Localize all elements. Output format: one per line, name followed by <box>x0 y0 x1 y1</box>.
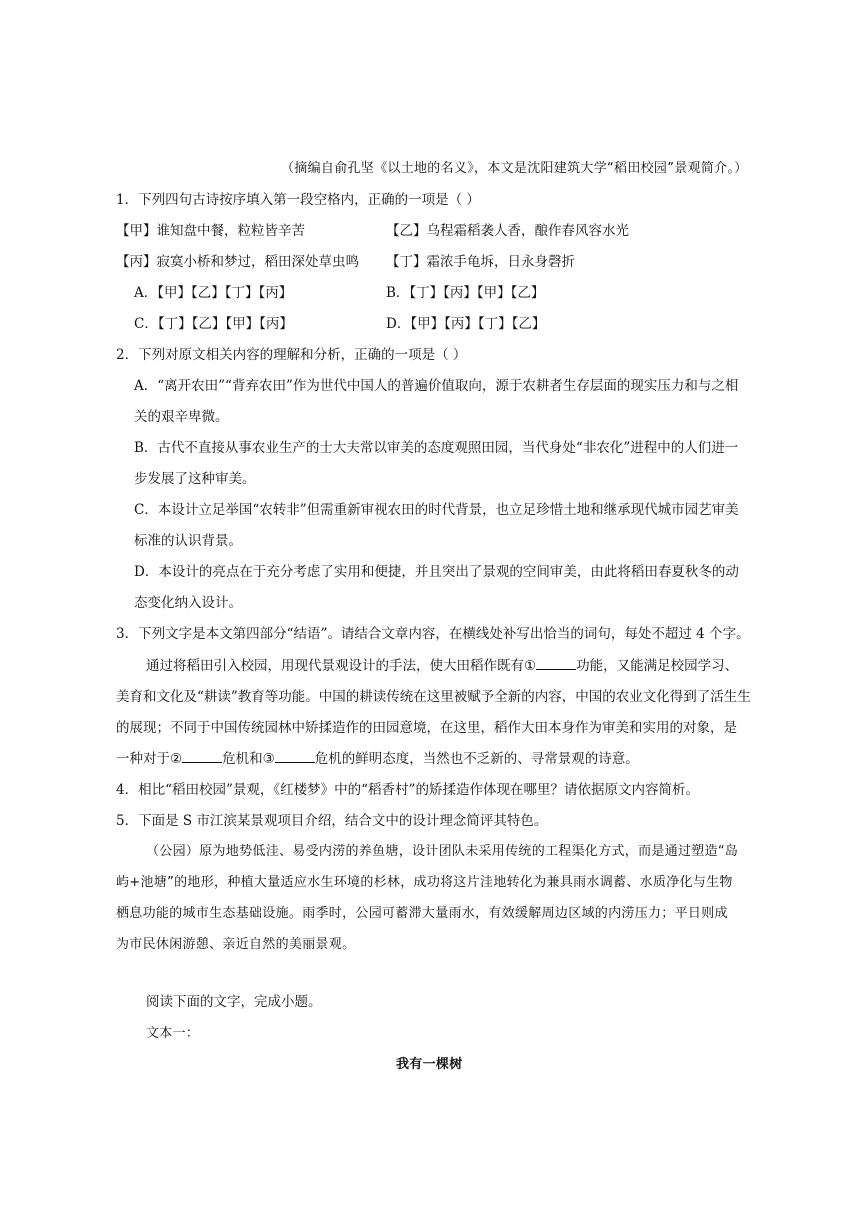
q3-text: 一种对于 <box>116 751 170 767</box>
article-title: 我有一棵树 <box>396 1057 463 1072</box>
answer-blank-1[interactable] <box>536 669 576 670</box>
q2-option-b-line1: B．古代不直接从事农业生产的士大夫常以审美的态度观照田园，当代身处“非农化”进程中的人们进一 <box>134 440 739 456</box>
question-1-stem: 1．下列四句古诗按序填入第一段空格内，正确的一项是（ ） <box>116 192 480 208</box>
q5-material-line4: 为市民休闲游憩、亲近自然的美丽景观。 <box>116 937 356 952</box>
q2-option-a-line2: 关的艰辛卑微。 <box>134 409 229 425</box>
q3-text: 通过将稻田引入校园，用现代景观设计的手法，使大田稻作既有 <box>146 658 524 674</box>
q3-text: 危机的鲜明态度，当然也不乏新的、寻常景观的诗意。 <box>314 751 639 767</box>
q1-line-jia: 【甲】谁知盘中餐，粒粒皆辛苦 <box>116 223 305 239</box>
source-note: （摘编自俞孔坚《以土地的名义》，本文是沈阳建筑大学“稻田校园”景观简介。） <box>281 161 748 176</box>
q3-text: 功能，又能满足校园学习、 <box>576 658 739 674</box>
q3-text: 危机和 <box>222 751 263 767</box>
q3-passage-line4 <box>116 749 639 769</box>
q3-passage-line3: 的展现；不同于中国传统园林中矫揉造作的田园意境，在这里，稻作大田本身作为审美和实用的对象，是 <box>116 720 737 736</box>
q1-option-c: C．【丁】【乙】【甲】【丙】 <box>134 316 293 332</box>
q1-option-a: A．【甲】【乙】【丁】【丙】 <box>134 285 293 301</box>
question-3-stem: 3．下列文字是本文第四部分“结语”。请结合文章内容，在横线处补写出恰当的词句，每处不超过 4 个字。 <box>116 626 750 642</box>
answer-blank-3[interactable] <box>275 762 315 763</box>
q5-material-line3: 栖息功能的城市生态基础设施。雨季时，公园可蓄滞大量雨水，有效缓解周边区域的内涝压力；平日则成 <box>116 906 728 921</box>
q1-line-yi: 【乙】乌程霜稻袭人香，酿作春风容水光 <box>386 223 629 239</box>
q1-option-d: D．【甲】【丙】【丁】【乙】 <box>386 316 546 332</box>
question-2-stem: 2．下列对原文相关内容的理解和分析，正确的一项是（ ） <box>116 347 467 363</box>
q2-option-d-line1: D．本设计的亮点在于充分考虑了实用和便捷，并且突出了景观的空间审美，由此将稻田春夏秋冬的动 <box>134 564 739 580</box>
blank-marker-2: ② <box>170 751 183 767</box>
q2-option-b-line2: 步发展了这种审美。 <box>134 471 256 487</box>
answer-blank-2[interactable] <box>182 762 222 763</box>
question-5-stem: 5．下面是 S 市江滨某景观项目介绍，结合文中的设计理念简评其特色。 <box>116 813 548 829</box>
q3-passage-line1 <box>146 656 738 676</box>
question-4-stem: 4．相比“稻田校园”景观，《红楼梦》中的“稻香村”的矫揉造作体现在哪里？请依据原文内容简析。 <box>116 782 699 798</box>
q1-line-bing: 【丙】寂寞小桥和梦过，稻田深处草虫鸣 <box>116 254 359 270</box>
q2-option-d-line2: 态变化纳入设计。 <box>134 595 242 611</box>
q1-line-ding: 【丁】霜浓手龟坼，日永身磬折 <box>386 254 575 270</box>
q2-option-a-line1: A．“离开农田”“背弃农田”作为世代中国人的普遍价值取向，源于农耕者生存层面的现实压力和与之相 <box>134 378 739 394</box>
blank-marker-3: ③ <box>262 751 275 767</box>
text-one-label: 文本一： <box>146 1026 200 1041</box>
q5-material-line2: 屿+池塘”的地形，种植大量适应水生环境的杉林，成功将这片洼地转化为兼具雨水调蓄、水质净化与生物 <box>116 875 733 890</box>
q2-option-c-line1: C．本设计立足举国“农转非”但需重新审视农田的时代背景，也立足珍惜土地和继承现代城市园艺审美 <box>134 502 739 518</box>
blank-marker-1: ① <box>524 658 537 674</box>
reading-instruction: 阅读下面的文字，完成小题。 <box>146 994 322 1010</box>
q5-material-line1: （公园）原为地势低洼、易受内涝的养鱼塘，设计团队未采用传统的工程渠化方式，而是通过塑造“岛 <box>146 844 739 859</box>
q2-option-c-line2: 标准的认识背景。 <box>134 533 242 549</box>
q1-option-b: B．【丁】【丙】【甲】【乙】 <box>386 285 545 301</box>
q3-passage-line2: 美育和文化及“耕读”教育等功能。中国的耕读传统在这里被赋予全新的内容，中国的农业文化得到了活生生 <box>116 689 751 705</box>
